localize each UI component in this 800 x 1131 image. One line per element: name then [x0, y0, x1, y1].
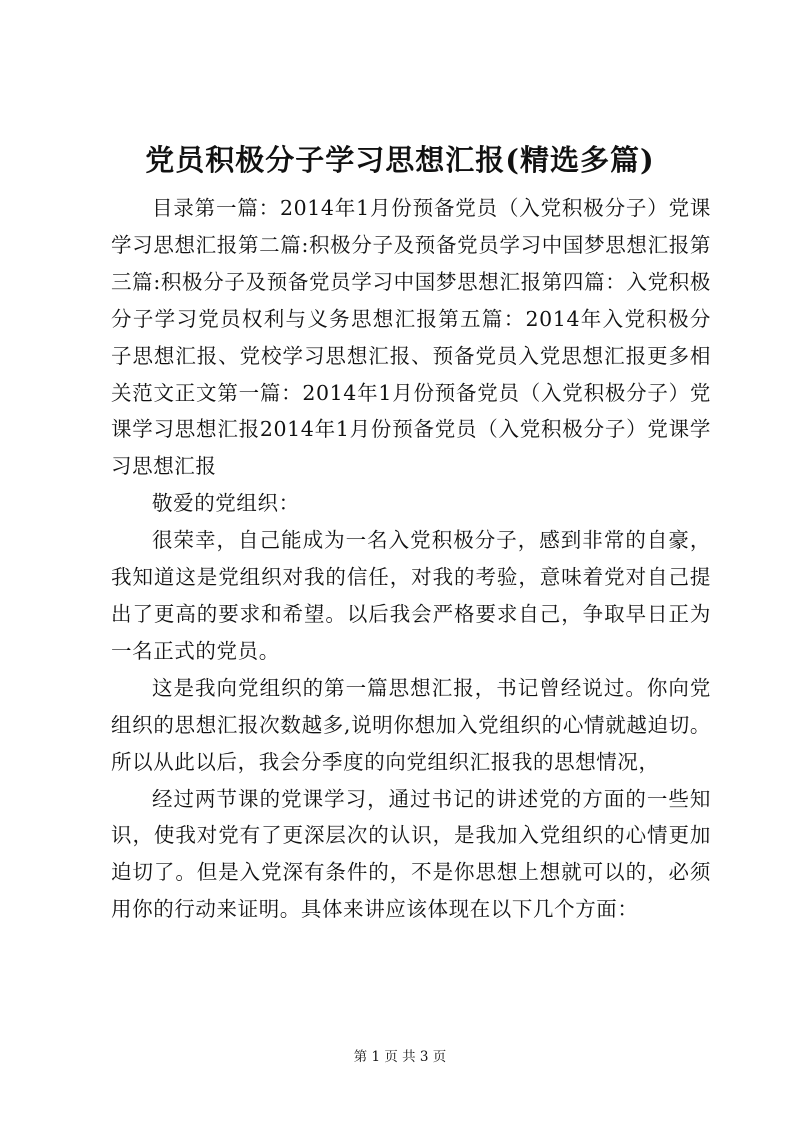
paragraph-salutation: 敬爱的党组织：	[152, 491, 300, 516]
document-title: 党员积极分子学习思想汇报(精选多篇)	[145, 143, 655, 177]
document-body	[111, 190, 711, 928]
paragraph-body: 很荣幸，自己能成为一名入党积极分子，感到非常的自豪，我知道这是党组织对我的信任，对我的考验，意味着党对自己提出了更高的要求和希望。以后我会严格要求自己，争取早日正为一名正式的党员。	[111, 528, 711, 663]
paragraph-body: 经过两节课的党课学习，通过书记的讲述党的方面的一些知识，使我对党有了更深层次的认识，是我加入党组织的心情更加迫切了。但是入党深有条件的，不是你思想上想就可以的，必须用你的行动来证明。具体来讲应该体现在以下几个方面：	[111, 786, 711, 922]
paragraph-body: 这是我向党组织的第一篇思想汇报，书记曾经说过。你向党组织的思想汇报次数越多,说明你想加入党组织的心情就越迫切。所以从此以后，我会分季度的向党组织汇报我的思想情况，	[111, 675, 711, 774]
paragraph-table-of-contents: 目录第一篇：2014年1月份预备党员（入党积极分子）党课学习思想汇报第二篇:积极分子及预备党员学习中国梦思想汇报第三篇:积极分子及预备党员学习中国梦思想汇报第四篇：入党积极分子学习党员权利与义务思想汇报第五篇：2014年入党积极分子思想汇报、党校学习思想汇报、预备党员入党思想汇报更多相关范文正文第一篇：2014年1月份预备党员（入党积极分子）党课学习思想汇报2014年1月份预备党员（入党积极分子）党课学习思想汇报	[111, 196, 711, 479]
page-number-footer: 第 1 页 共 3 页	[353, 1049, 447, 1065]
